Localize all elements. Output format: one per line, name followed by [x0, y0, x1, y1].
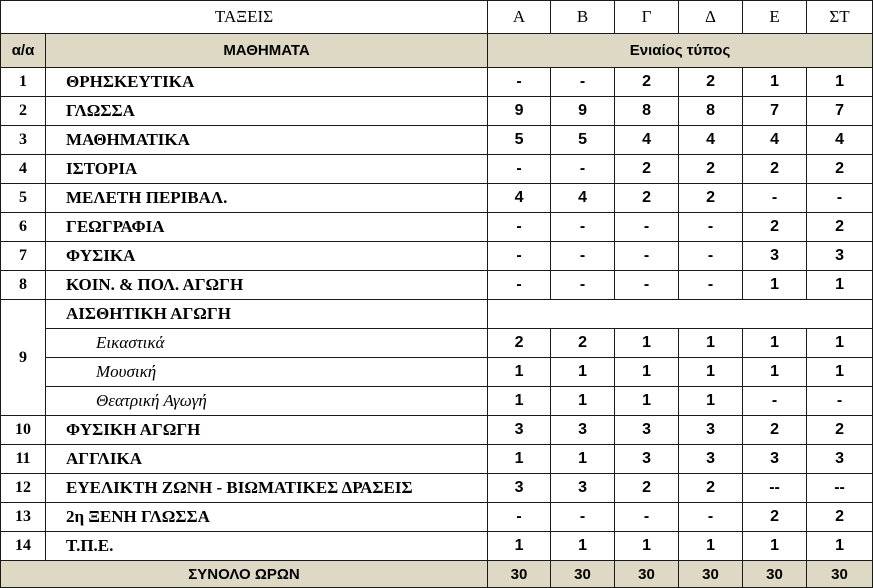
row-number: 2: [1, 97, 46, 126]
hours-cell: 5: [488, 126, 551, 155]
hours-cell: 9: [551, 97, 615, 126]
hours-cell: 1: [551, 358, 615, 387]
hours-cell: -: [551, 68, 615, 97]
table-row: [1, 126, 873, 155]
total-hours-cell: 30: [551, 561, 615, 588]
hours-cell: --: [807, 474, 873, 503]
hours-cell: 1: [807, 329, 873, 358]
subject-name: ΙΣΤΟΡΙΑ: [46, 155, 488, 184]
hours-cell: 2: [743, 503, 807, 532]
row-number: 10: [1, 416, 46, 445]
hours-cell: 1: [743, 329, 807, 358]
school-type-header: Ενιαίος τύπος: [488, 34, 873, 68]
hours-cell: -: [551, 213, 615, 242]
subject-name: ΑΓΓΛΙΚΑ: [46, 445, 488, 474]
hours-cell: -: [551, 271, 615, 300]
hours-cell: 8: [679, 97, 743, 126]
hours-cell: 4: [679, 126, 743, 155]
hours-cell: 1: [743, 68, 807, 97]
hours-cell: 3: [807, 242, 873, 271]
hours-cell: 3: [551, 416, 615, 445]
table-row: [1, 155, 873, 184]
table-row: [1, 68, 873, 97]
subject-name: ΦΥΣΙΚΑ: [46, 242, 488, 271]
table-row: [1, 445, 873, 474]
subject-name: ΜΕΛΕΤΗ ΠΕΡΙΒΑΛ.: [46, 184, 488, 213]
class-c-header: Γ: [615, 1, 679, 34]
class-a-header: Α: [488, 1, 551, 34]
hours-cell: 2: [807, 416, 873, 445]
hours-cell: 1: [551, 387, 615, 416]
hours-cell: 3: [679, 416, 743, 445]
class-d-header: Δ: [679, 1, 743, 34]
hours-cell: 1: [807, 271, 873, 300]
hours-cell: 3: [488, 474, 551, 503]
hours-cell: 1: [488, 445, 551, 474]
hours-cell: 1: [615, 387, 679, 416]
sub-subject-row: [1, 358, 873, 387]
hours-cell: 1: [615, 532, 679, 561]
hours-cell: 4: [807, 126, 873, 155]
hours-cell: 7: [743, 97, 807, 126]
hours-cell: 3: [743, 242, 807, 271]
hours-cell: 1: [615, 329, 679, 358]
row-number: 7: [1, 242, 46, 271]
hours-cell: 3: [615, 445, 679, 474]
classes-title: ΤΑΞΕΙΣ: [1, 1, 488, 34]
row-number: 3: [1, 126, 46, 155]
hours-cell: -: [807, 184, 873, 213]
hours-cell: 3: [488, 416, 551, 445]
total-hours-cell: 30: [743, 561, 807, 588]
table-row: [1, 184, 873, 213]
table-row: [1, 271, 873, 300]
subjects-column-header: ΜΑΘΗΜΑΤΑ: [46, 34, 488, 68]
hours-cell: 1: [679, 358, 743, 387]
subject-name: 2η ΞΕΝΗ ΓΛΩΣΣΑ: [46, 503, 488, 532]
hours-cell: --: [743, 474, 807, 503]
subject-name: ΘΡΗΣΚΕΥΤΙΚΑ: [46, 68, 488, 97]
total-hours-cell: 30: [807, 561, 873, 588]
subject-name: ΜΑΘΗΜΑΤΙΚΑ: [46, 126, 488, 155]
hours-cell: 2: [679, 184, 743, 213]
hours-cell: 2: [615, 184, 679, 213]
sub-subject-name: Εικαστικά: [46, 329, 488, 358]
total-hours-cell: 30: [615, 561, 679, 588]
row-number: 8: [1, 271, 46, 300]
hours-cell: -: [615, 213, 679, 242]
hours-cell: 2: [488, 329, 551, 358]
row-number: 9: [1, 300, 46, 416]
classes-header-row: [1, 1, 873, 34]
hours-cell: -: [807, 387, 873, 416]
row-number: 4: [1, 155, 46, 184]
hours-cell: 3: [551, 474, 615, 503]
column-header-row: [1, 34, 873, 68]
total-hours-cell: 30: [679, 561, 743, 588]
hours-cell: 2: [615, 155, 679, 184]
sub-subject-row: [1, 329, 873, 358]
hours-cell: 1: [488, 387, 551, 416]
hours-cell: 2: [679, 68, 743, 97]
hours-cell: -: [679, 271, 743, 300]
hours-cell: 7: [807, 97, 873, 126]
subject-name: ΦΥΣΙΚΗ ΑΓΩΓΗ: [46, 416, 488, 445]
hours-cell: 2: [807, 503, 873, 532]
class-e-header: Ε: [743, 1, 807, 34]
sub-subject-row: [1, 387, 873, 416]
hours-cell: 2: [679, 474, 743, 503]
hours-cell: 4: [551, 184, 615, 213]
hours-cell: 1: [807, 358, 873, 387]
table-row: [1, 213, 873, 242]
row-number: 5: [1, 184, 46, 213]
sub-subject-name: Μουσική: [46, 358, 488, 387]
total-hours-cell: 30: [488, 561, 551, 588]
hours-cell: -: [551, 242, 615, 271]
table-row: [1, 474, 873, 503]
hours-cell: -: [488, 155, 551, 184]
hours-cell: 1: [551, 445, 615, 474]
hours-cell: 8: [615, 97, 679, 126]
hours-cell: -: [488, 68, 551, 97]
row-number: 1: [1, 68, 46, 97]
hours-cell: 2: [743, 155, 807, 184]
hours-cell: 2: [615, 68, 679, 97]
subject-name: ΚΟΙΝ. & ΠΟΛ. ΑΓΩΓΗ: [46, 271, 488, 300]
hours-cell: -: [743, 387, 807, 416]
row-number: 14: [1, 532, 46, 561]
hours-cell: -: [743, 184, 807, 213]
hours-cell: -: [551, 503, 615, 532]
hours-cell: 1: [679, 532, 743, 561]
hours-cell: 4: [488, 184, 551, 213]
hours-cell: 5: [551, 126, 615, 155]
hours-cell: 3: [615, 416, 679, 445]
hours-cell: -: [551, 155, 615, 184]
subject-name: ΑΙΣΘΗΤΙΚΗ ΑΓΩΓΗ: [46, 300, 488, 329]
subject-name: Τ.Π.Ε.: [46, 532, 488, 561]
hours-cell: -: [679, 242, 743, 271]
class-b-header: Β: [551, 1, 615, 34]
hours-cell: 1: [743, 532, 807, 561]
aesthetic-blank-cell: [488, 300, 873, 329]
hours-cell: -: [488, 213, 551, 242]
sub-subject-name: Θεατρική Αγωγή: [46, 387, 488, 416]
hours-cell: 1: [679, 329, 743, 358]
row-number: 12: [1, 474, 46, 503]
subject-name: ΕΥΕΛΙΚΤΗ ΖΩΝΗ - ΒΙΩΜΑΤΙΚΕΣ ΔΡΑΣΕΙΣ: [46, 474, 488, 503]
hours-cell: -: [615, 242, 679, 271]
hours-cell: 1: [551, 532, 615, 561]
hours-cell: 1: [679, 387, 743, 416]
hours-cell: -: [488, 242, 551, 271]
table-row: [1, 97, 873, 126]
hours-cell: 4: [615, 126, 679, 155]
hours-cell: 3: [743, 445, 807, 474]
hours-cell: -: [488, 503, 551, 532]
row-number: 6: [1, 213, 46, 242]
hours-cell: -: [615, 271, 679, 300]
hours-cell: -: [488, 271, 551, 300]
hours-cell: 2: [743, 213, 807, 242]
hours-cell: 1: [743, 358, 807, 387]
row-number: 11: [1, 445, 46, 474]
subject-name: ΓΕΩΓΡΑΦΙΑ: [46, 213, 488, 242]
hours-cell: 2: [743, 416, 807, 445]
class-st-header: ΣΤ: [807, 1, 873, 34]
num-column-header: α/α: [1, 34, 46, 68]
aesthetic-group-row: [1, 300, 873, 329]
hours-cell: -: [679, 503, 743, 532]
row-number: 13: [1, 503, 46, 532]
hours-cell: -: [615, 503, 679, 532]
total-label: ΣΥΝΟΛΟ ΩΡΩΝ: [1, 561, 488, 588]
total-row: [1, 561, 873, 588]
hours-cell: 2: [807, 213, 873, 242]
hours-cell: 3: [679, 445, 743, 474]
table-row: [1, 416, 873, 445]
hours-cell: 4: [743, 126, 807, 155]
table-row: [1, 242, 873, 271]
hours-cell: 2: [615, 474, 679, 503]
hours-cell: 1: [807, 68, 873, 97]
table-row: [1, 503, 873, 532]
hours-cell: 2: [679, 155, 743, 184]
hours-cell: 1: [615, 358, 679, 387]
subject-name: ΓΛΩΣΣΑ: [46, 97, 488, 126]
hours-cell: -: [679, 213, 743, 242]
hours-cell: 1: [807, 532, 873, 561]
hours-cell: 2: [551, 329, 615, 358]
hours-cell: 1: [488, 532, 551, 561]
hours-cell: 9: [488, 97, 551, 126]
hours-cell: 1: [488, 358, 551, 387]
hours-cell: 1: [743, 271, 807, 300]
hours-cell: 2: [807, 155, 873, 184]
hours-cell: 3: [807, 445, 873, 474]
table-row: [1, 532, 873, 561]
